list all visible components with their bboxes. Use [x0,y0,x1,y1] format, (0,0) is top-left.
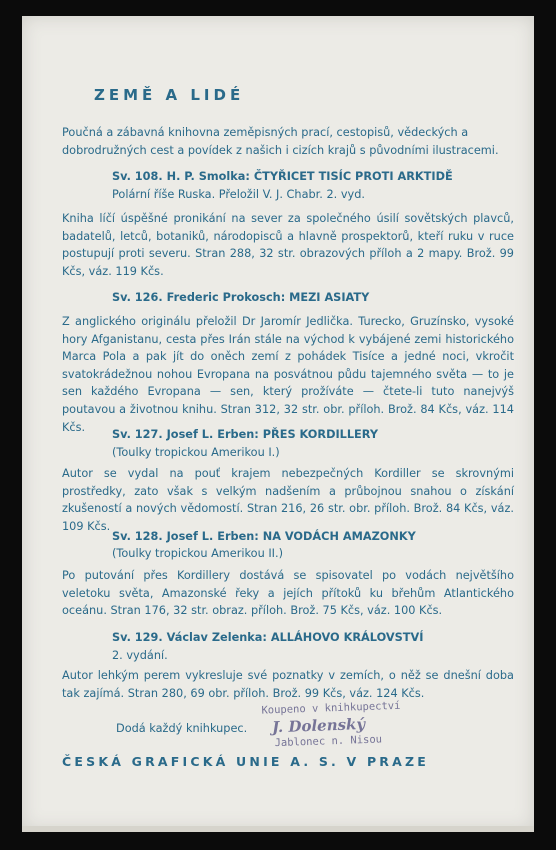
entry-heading-108: Sv. 108. H. P. Smolka: ČTYŘICET TISÍC PROTI ARKTIDĚ [112,170,453,183]
entry-subtitle-129: 2. vydání. [112,649,168,662]
publisher-footer: ČESKÁ GRAFICKÁ UNIE A. S. V PRAZE [62,754,430,769]
entry-description-127: Autor se vydal na pouť krajem nebezpečných Kordiller se skrovnými prostředky, zato však s velkým nadšením a průbojnou snahou o získání zkušeností a nových vědomostí. Stran 216, 26 str. obr. příloh. Brož. 84 Kčs, váz. 109 Kčs. [62,467,514,533]
entry-description-129: Autor lehkým perem vykresluje své poznatky v zemích, o něž se dnešní doba tak zajímá. Stran 280, 69 obr. příloh. Brož. 99 Kčs, váz. 124 Kčs. [62,669,514,700]
entry-subtitle-127: (Toulky tropickou Amerikou I.) [112,446,280,459]
entry-subtitle-128: (Toulky tropickou Amerikou II.) [112,547,284,560]
entry-heading-129: Sv. 129. Václav Zelenka: ALLÁHOVO KRÁLOVSTVÍ [112,631,424,644]
entry-description-108: Kniha líčí úspěšné pronikání na sever za společného úsilí sovětských plavců, badatelů, letců, botaniků, národopisců a hlavně prospektorů, kteří ruku v ruce postupují proti severu. Stran 288, 32 str. obrazových příloh a 2 mapy. Brož. 99 Kčs, váz. 119 Kčs. [62,212,514,278]
stamp-line-3: Jablonec n. Nisou [274,733,383,750]
entry-description-128: Po putování přes Kordillery dostává se spisovatel po vodách největšího veletoku světa, Amazonské řeky a jejích přítoků ku břehům Atlantického oceánu. Stran 176, 32 str. obraz. příloh. Brož. 75 Kčs, váz. 100 Kčs. [62,569,514,618]
series-title: ZEMĚ A LIDÉ [94,86,245,104]
stamp-line-2: J. Dolenský [271,715,366,737]
page-edge [22,826,534,832]
stamp-line-1: Koupeno v knihkupectví [261,699,401,717]
bookseller-stamp [261,699,412,749]
entry-heading-127: Sv. 127. Josef L. Erben: PŘES KORDILLERY [112,428,379,441]
entry-heading-126: Sv. 126. Frederic Prokosch: MEZI ASIATY [112,291,370,304]
entry-subtitle-108: Polární říše Ruska. Přeložil V. J. Chabr. 2. vyd. [112,188,365,201]
closing-note: Dodá každý knihkupec. [116,722,248,735]
intro-text: Poučná a zábavná knihovna zeměpisných prací, cestopisů, vědeckých a dobrodružných cest a povídek z našich i cizích krajů s původními ilustracemi. [62,126,499,157]
entry-heading-128: Sv. 128. Josef L. Erben: NA VODÁCH AMAZONKY [112,530,416,543]
entry-description-126: Z anglického originálu přeložil Dr Jaromír Jedlička. Turecko, Gruzínsko, vysoké hory Afganistanu, cesta přes Irán stále na východ k vybájené zemi historického Marca Pola a pak jít do oněch zemí z pohádek Tisíce a jedné noci, vkročit svatokrádežnou nohou Evropana na posvátnou půdu tajemného světa — to je sen každého Evropana — sen, který prožíváte — čtete-li tuto nanejvýš poutavou a životnou knihu. Stran 312, 32 str. obr. příloh. Brož. 84 Kčs, váz. 114 Kčs. [62,315,514,434]
